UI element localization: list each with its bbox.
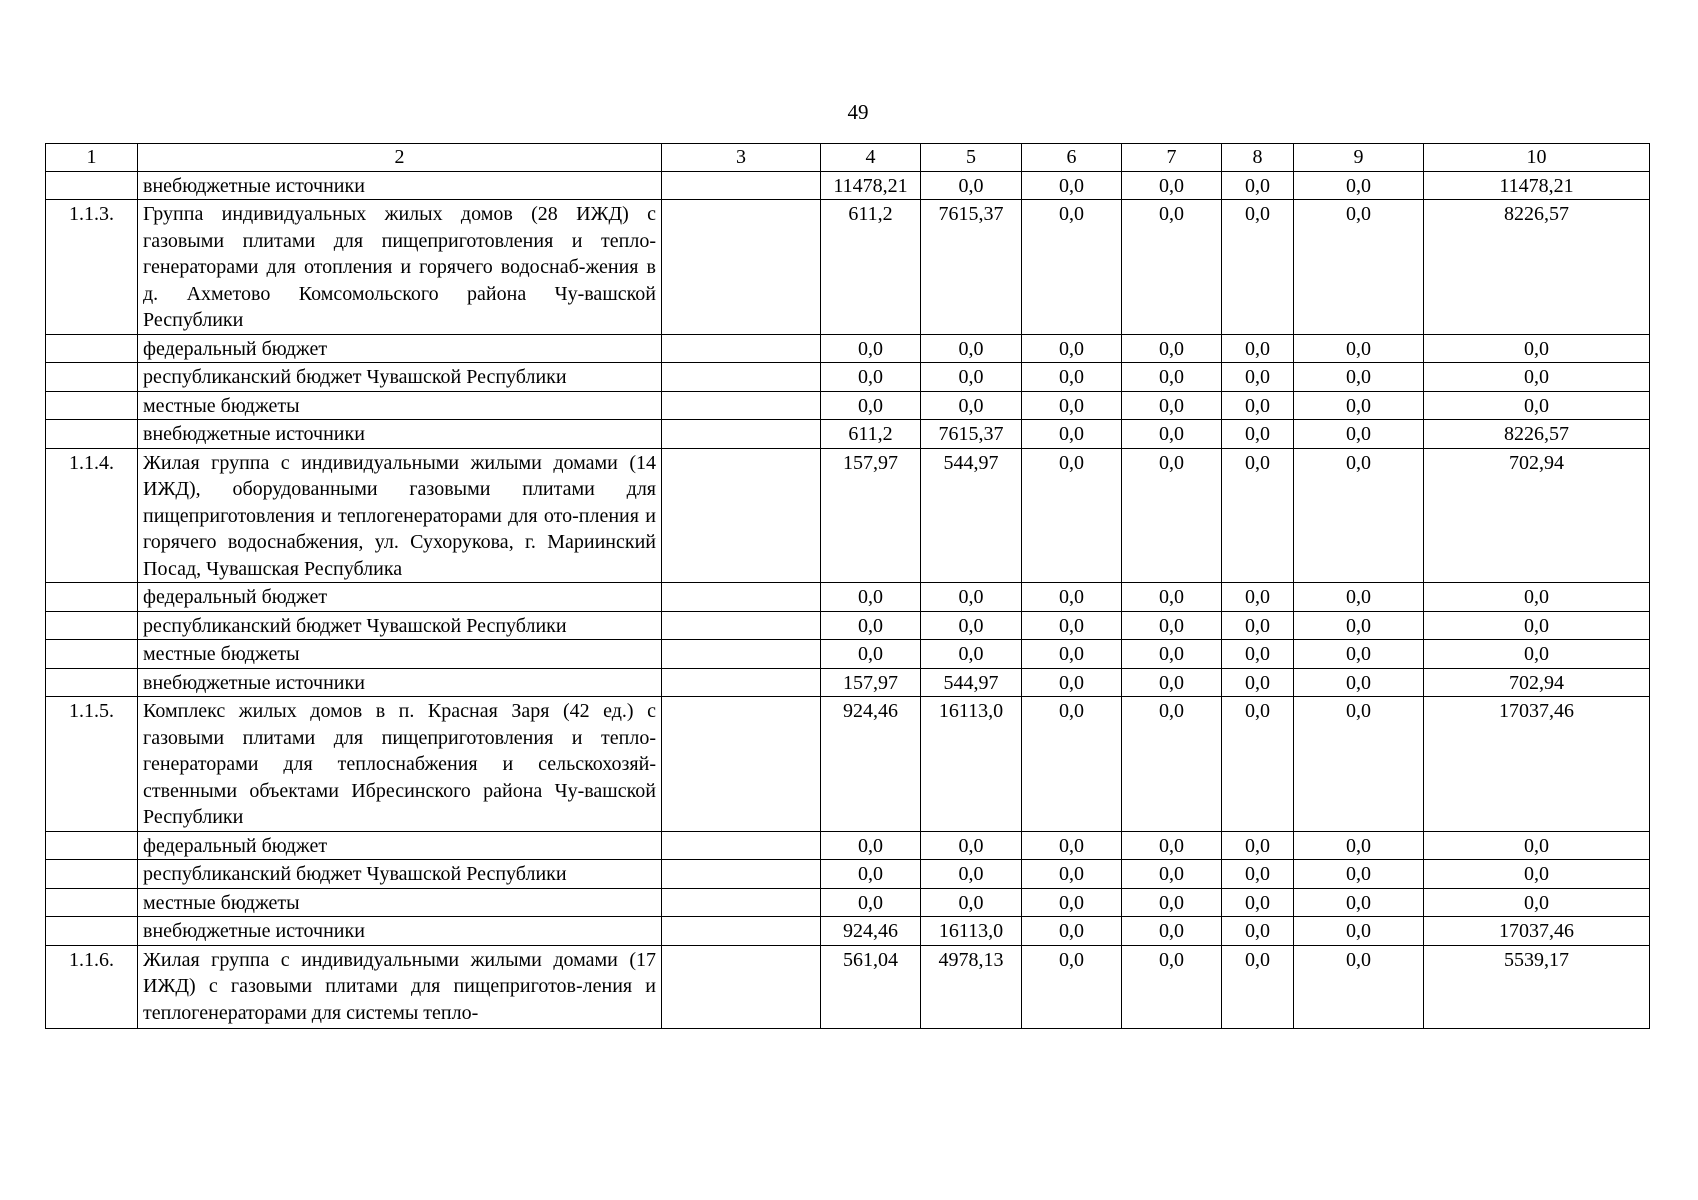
column-header: 5 (921, 144, 1022, 172)
row-value: 0,0 (1022, 334, 1122, 363)
row-value: 0,0 (1294, 831, 1424, 860)
row-value: 0,0 (1122, 668, 1222, 697)
row-value: 0,0 (1222, 200, 1294, 335)
row-value: 0,0 (1424, 363, 1650, 392)
row-value: 0,0 (1122, 334, 1222, 363)
row-value: 0,0 (921, 363, 1022, 392)
row-description: республиканский бюджет Чувашской Республики (138, 363, 662, 392)
row-value: 611,2 (821, 200, 921, 335)
table-row (46, 697, 1650, 832)
row-col3 (662, 391, 821, 420)
row-code (46, 391, 138, 420)
row-col3 (662, 697, 821, 832)
column-header: 3 (662, 144, 821, 172)
row-value: 0,0 (1294, 171, 1424, 200)
table-row (46, 945, 1650, 1029)
row-value: 702,94 (1424, 448, 1650, 583)
row-code (46, 611, 138, 640)
row-description: местные бюджеты (138, 640, 662, 669)
row-value: 0,0 (821, 831, 921, 860)
row-value: 0,0 (921, 640, 1022, 669)
row-value: 11478,21 (821, 171, 921, 200)
row-description: Группа индивидуальных жилых домов (28 ИЖД) с газовыми плитами для пищеприготовления и тепло-генераторами для отопления и горячего водоснаб-жения в д. Ахметово Комсомольского района Чу-вашской Республики (138, 200, 662, 335)
table-row (46, 171, 1650, 200)
row-value: 0,0 (1294, 200, 1424, 335)
column-header: 6 (1022, 144, 1122, 172)
row-value: 0,0 (1122, 611, 1222, 640)
table-row (46, 831, 1650, 860)
row-code (46, 171, 138, 200)
row-value: 561,04 (821, 945, 921, 1029)
row-code: 1.1.4. (46, 448, 138, 583)
row-description: республиканский бюджет Чувашской Республики (138, 860, 662, 889)
row-description: Жилая группа с индивидуальными жилыми домами (14 ИЖД), оборудованными газовыми плитами для пищеприготовления и теплогенераторами для ото-пления и горячего водоснабжения, ул. Сухорукова, г. Мариинский Посад, Чувашская Республика (138, 448, 662, 583)
row-value: 0,0 (1222, 697, 1294, 832)
row-value: 0,0 (1424, 583, 1650, 612)
row-value: 924,46 (821, 917, 921, 946)
row-value: 0,0 (921, 860, 1022, 889)
row-value: 0,0 (1222, 391, 1294, 420)
row-value: 0,0 (1122, 945, 1222, 1029)
row-value: 0,0 (1294, 668, 1424, 697)
row-value: 0,0 (921, 611, 1022, 640)
row-value: 8226,57 (1424, 420, 1650, 449)
row-value: 0,0 (1222, 888, 1294, 917)
row-value: 0,0 (1022, 391, 1122, 420)
row-value: 0,0 (1222, 611, 1294, 640)
row-col3 (662, 334, 821, 363)
row-value: 611,2 (821, 420, 921, 449)
row-value: 0,0 (1022, 171, 1122, 200)
row-value: 0,0 (921, 583, 1022, 612)
row-value: 0,0 (1294, 363, 1424, 392)
row-value: 0,0 (821, 391, 921, 420)
row-value: 0,0 (1222, 583, 1294, 612)
row-description: федеральный бюджет (138, 334, 662, 363)
row-code (46, 420, 138, 449)
column-header: 8 (1222, 144, 1294, 172)
row-code: 1.1.5. (46, 697, 138, 832)
row-value: 924,46 (821, 697, 921, 832)
row-value: 0,0 (1022, 611, 1122, 640)
row-value: 0,0 (1022, 420, 1122, 449)
row-value: 0,0 (1122, 583, 1222, 612)
table-row (46, 611, 1650, 640)
row-code (46, 888, 138, 917)
row-value: 0,0 (1424, 888, 1650, 917)
row-value: 0,0 (821, 640, 921, 669)
row-value: 0,0 (1022, 917, 1122, 946)
column-header: 9 (1294, 144, 1424, 172)
row-value: 0,0 (1022, 697, 1122, 832)
row-description: внебюджетные источники (138, 917, 662, 946)
row-value: 0,0 (1222, 334, 1294, 363)
table-row (46, 200, 1650, 335)
row-value: 0,0 (1022, 860, 1122, 889)
row-value: 0,0 (1222, 363, 1294, 392)
row-value: 702,94 (1424, 668, 1650, 697)
row-value: 0,0 (1022, 831, 1122, 860)
row-value: 0,0 (1122, 640, 1222, 669)
row-value: 0,0 (821, 583, 921, 612)
column-header: 1 (46, 144, 138, 172)
row-col3 (662, 420, 821, 449)
row-col3 (662, 200, 821, 335)
row-value: 0,0 (1022, 640, 1122, 669)
row-col3 (662, 831, 821, 860)
row-value: 0,0 (1294, 611, 1424, 640)
row-value: 0,0 (921, 391, 1022, 420)
row-code (46, 831, 138, 860)
column-header: 2 (138, 144, 662, 172)
table-row (46, 888, 1650, 917)
table-row (46, 334, 1650, 363)
table-body (46, 171, 1650, 1029)
row-value: 0,0 (1424, 640, 1650, 669)
row-value: 0,0 (921, 888, 1022, 917)
row-value: 0,0 (921, 831, 1022, 860)
row-value: 0,0 (1294, 860, 1424, 889)
row-value: 0,0 (1294, 583, 1424, 612)
row-value: 0,0 (1222, 860, 1294, 889)
row-value: 0,0 (1122, 860, 1222, 889)
row-value: 7615,37 (921, 420, 1022, 449)
row-value: 0,0 (1294, 391, 1424, 420)
row-col3 (662, 640, 821, 669)
row-value: 544,97 (921, 448, 1022, 583)
row-description: внебюджетные источники (138, 420, 662, 449)
row-value: 0,0 (1122, 697, 1222, 832)
row-value: 16113,0 (921, 917, 1022, 946)
row-value: 0,0 (1122, 200, 1222, 335)
row-description: республиканский бюджет Чувашской Республики (138, 611, 662, 640)
column-header: 10 (1424, 144, 1650, 172)
row-value: 0,0 (1122, 363, 1222, 392)
row-value: 0,0 (1222, 420, 1294, 449)
table-row (46, 420, 1650, 449)
row-value: 0,0 (1424, 334, 1650, 363)
row-value: 0,0 (1022, 583, 1122, 612)
row-col3 (662, 583, 821, 612)
row-col3 (662, 888, 821, 917)
row-description: Жилая группа с индивидуальными жилыми домами (17 ИЖД) с газовыми плитами для пищеприготов-ления и теплогенераторами для системы тепло- (138, 945, 662, 1029)
row-value: 0,0 (1122, 420, 1222, 449)
row-value: 0,0 (1222, 171, 1294, 200)
row-col3 (662, 363, 821, 392)
row-value: 0,0 (821, 860, 921, 889)
row-description: федеральный бюджет (138, 583, 662, 612)
row-value: 157,97 (821, 448, 921, 583)
row-value: 16113,0 (921, 697, 1022, 832)
row-value: 0,0 (1022, 668, 1122, 697)
row-col3 (662, 611, 821, 640)
row-col3 (662, 945, 821, 1029)
table-row (46, 917, 1650, 946)
row-value: 0,0 (1294, 334, 1424, 363)
row-value: 0,0 (1294, 697, 1424, 832)
row-description: местные бюджеты (138, 888, 662, 917)
row-value: 0,0 (921, 171, 1022, 200)
row-value: 0,0 (1022, 363, 1122, 392)
row-value: 5539,17 (1424, 945, 1650, 1029)
row-code (46, 334, 138, 363)
row-value: 0,0 (1122, 448, 1222, 583)
row-description: Комплекс жилых домов в п. Красная Заря (42 ед.) с газовыми плитами для пищеприготовления и тепло-генераторами для теплоснабжения и сельскохозяй-ственными объектами Ибресинского района Чу-вашской Республики (138, 697, 662, 832)
table-row (46, 391, 1650, 420)
row-code (46, 668, 138, 697)
row-code (46, 363, 138, 392)
row-description: федеральный бюджет (138, 831, 662, 860)
row-value: 0,0 (821, 611, 921, 640)
row-value: 0,0 (1022, 448, 1122, 583)
row-value: 0,0 (1222, 917, 1294, 946)
row-col3 (662, 668, 821, 697)
row-value: 0,0 (1222, 831, 1294, 860)
row-value: 0,0 (1424, 860, 1650, 889)
row-value: 0,0 (1294, 420, 1424, 449)
row-value: 0,0 (1424, 391, 1650, 420)
table-row (46, 448, 1650, 583)
row-value: 0,0 (1122, 171, 1222, 200)
row-value: 0,0 (1294, 888, 1424, 917)
row-col3 (662, 171, 821, 200)
row-code: 1.1.3. (46, 200, 138, 335)
row-code (46, 917, 138, 946)
table-row (46, 583, 1650, 612)
row-description: внебюджетные источники (138, 171, 662, 200)
row-value: 0,0 (1022, 945, 1122, 1029)
table-row (46, 640, 1650, 669)
row-value: 0,0 (1424, 831, 1650, 860)
table-row (46, 363, 1650, 392)
row-value: 0,0 (1294, 640, 1424, 669)
row-value: 0,0 (821, 334, 921, 363)
row-value: 8226,57 (1424, 200, 1650, 335)
row-value: 0,0 (1122, 917, 1222, 946)
row-value: 0,0 (1122, 391, 1222, 420)
row-col3 (662, 860, 821, 889)
table-row (46, 860, 1650, 889)
row-value: 17037,46 (1424, 697, 1650, 832)
row-value: 0,0 (1222, 640, 1294, 669)
row-value: 4978,13 (921, 945, 1022, 1029)
row-value: 0,0 (1122, 888, 1222, 917)
row-value: 0,0 (1222, 448, 1294, 583)
page-number: 49 (847, 100, 869, 124)
row-value: 0,0 (1222, 668, 1294, 697)
row-value: 0,0 (821, 363, 921, 392)
row-value: 0,0 (1294, 448, 1424, 583)
row-value: 544,97 (921, 668, 1022, 697)
table-row (46, 668, 1650, 697)
row-code (46, 640, 138, 669)
row-code: 1.1.6. (46, 945, 138, 1029)
row-value: 0,0 (1424, 611, 1650, 640)
row-value: 0,0 (821, 888, 921, 917)
row-description: местные бюджеты (138, 391, 662, 420)
row-value: 157,97 (821, 668, 921, 697)
row-col3 (662, 917, 821, 946)
row-value: 11478,21 (1424, 171, 1650, 200)
row-code (46, 583, 138, 612)
row-col3 (662, 448, 821, 583)
row-value: 0,0 (1022, 888, 1122, 917)
row-value: 0,0 (1122, 831, 1222, 860)
column-header: 7 (1122, 144, 1222, 172)
column-number-row (46, 144, 1650, 172)
budget-table (45, 143, 1650, 1029)
row-value: 0,0 (921, 334, 1022, 363)
row-value: 0,0 (1294, 917, 1424, 946)
column-header: 4 (821, 144, 921, 172)
row-value: 7615,37 (921, 200, 1022, 335)
row-value: 0,0 (1022, 200, 1122, 335)
row-value: 0,0 (1222, 945, 1294, 1029)
row-code (46, 860, 138, 889)
row-description: внебюджетные источники (138, 668, 662, 697)
row-value: 17037,46 (1424, 917, 1650, 946)
row-value: 0,0 (1294, 945, 1424, 1029)
